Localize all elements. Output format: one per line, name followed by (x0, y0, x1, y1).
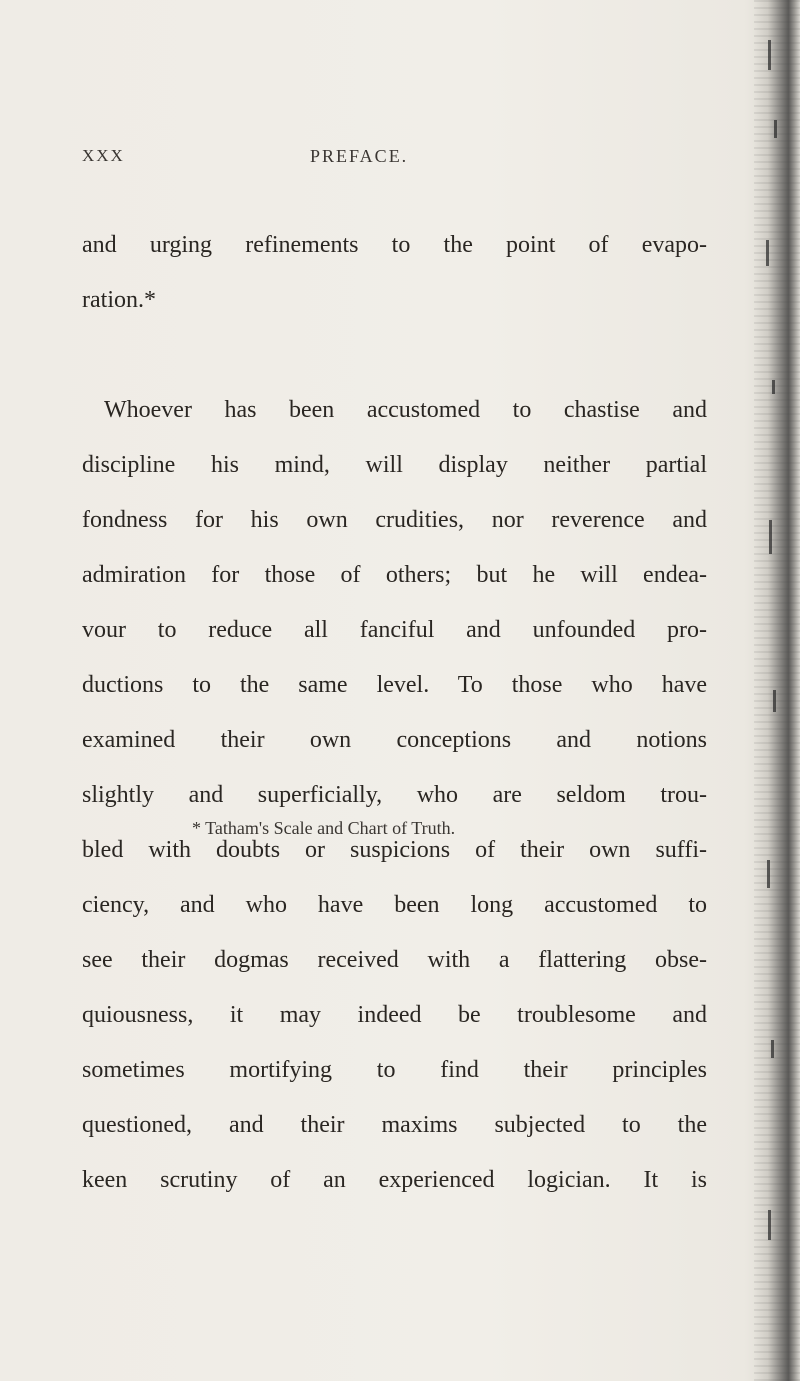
text-line: discipline his mind, will display neither partial (82, 452, 707, 478)
text-line: sometimes mortifying to find their principles (82, 1057, 707, 1083)
paragraph-break (82, 328, 707, 383)
text-line: admiration for those of others; but he will endea- (82, 562, 707, 588)
text-line: fondness for his own crudities, nor reverence and (82, 507, 707, 533)
footnote: * Tatham's Scale and Chart of Truth. (192, 818, 456, 838)
text-line: bled with doubts or suspicions of their own suffi- (82, 837, 707, 863)
text-line: slightly and superficially, who are seldom trou- (82, 782, 707, 808)
text-line: Whoever has been accustomed to chastise and (104, 397, 707, 423)
text-line: ductions to the same level. To those who have (82, 672, 707, 698)
text-line: vour to reduce all fanciful and unfounded pro- (82, 617, 707, 643)
text-line: quiousness, it may indeed be troublesome and (82, 1002, 707, 1028)
page-number: XXX (82, 146, 125, 165)
text-line: examined their own conceptions and notions (82, 727, 707, 753)
page-header (82, 146, 682, 176)
text-line: and urging refinements to the point of evapo- (82, 232, 707, 258)
body-text (82, 218, 707, 1208)
text-line: keen scrutiny of an experienced logician. It is (82, 1167, 707, 1193)
running-title: PREFACE. (310, 146, 409, 166)
page-edge-binding (754, 0, 800, 1381)
text-line: ciency, and who have been long accustomed to (82, 892, 707, 918)
text-line: see their dogmas received with a flattering obse- (82, 947, 707, 973)
text-line: ration.* (82, 287, 156, 313)
text-line: questioned, and their maxims subjected to the (82, 1112, 707, 1138)
